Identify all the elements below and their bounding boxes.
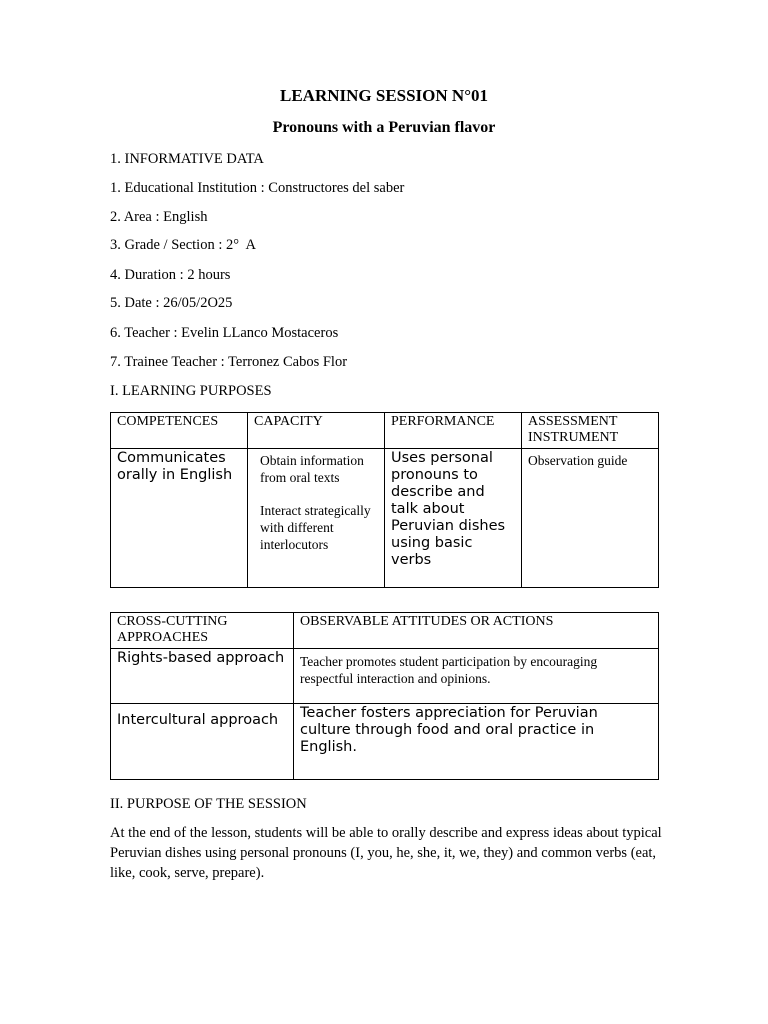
info-area: 2. Area : English xyxy=(110,209,208,225)
table-row xyxy=(111,449,659,588)
capacity-cell xyxy=(248,449,385,588)
table-row xyxy=(111,649,659,704)
header-cross-cutting: CROSS-CUTTING APPROACHES xyxy=(111,613,294,649)
performance-cell: Uses personal pronouns to describe and talk about Peruvian dishes using basic verbs xyxy=(385,449,522,588)
capacity-item: Interact strategically with different interlocutors xyxy=(260,503,371,552)
learning-purposes-table xyxy=(110,412,659,588)
instrument-cell: Observation guide xyxy=(522,449,659,588)
session-subtitle: Pronouns with a Peruvian flavor xyxy=(272,119,496,136)
capacity-item: Obtain information from oral texts xyxy=(260,453,364,485)
learning-purposes-heading: I. LEARNING PURPOSES xyxy=(110,383,272,399)
header-observable-actions: OBSERVABLE ATTITUDES OR ACTIONS xyxy=(294,613,659,649)
table-row xyxy=(111,704,659,780)
table-header-row xyxy=(111,413,659,449)
action-cell: Teacher fosters appreciation for Peruvian culture through food and oral practice in English. xyxy=(294,704,659,780)
action-cell: Teacher promotes student participation by encouraging respectful interaction and opinions. xyxy=(294,649,659,704)
approach-cell: Rights-based approach xyxy=(111,649,294,704)
header-performance: PERFORMANCE xyxy=(385,413,522,449)
session-title: LEARNING SESSION N°01 xyxy=(279,86,489,105)
info-date: 5. Date : 26/05/2O25 xyxy=(110,295,233,311)
info-grade-section: 3. Grade / Section : 2° A xyxy=(110,237,256,253)
approach-cell: Intercultural approach xyxy=(111,704,294,780)
cross-cutting-table xyxy=(110,612,659,780)
informative-data-heading: 1. INFORMATIVE DATA xyxy=(110,151,264,167)
info-institution: 1. Educational Institution : Constructores del saber xyxy=(110,180,405,196)
table-header-row xyxy=(111,613,659,649)
purpose-heading: II. PURPOSE OF THE SESSION xyxy=(110,796,307,812)
header-assessment-instrument: ASSESSMENT INSTRUMENT xyxy=(522,413,659,449)
purpose-paragraph: At the end of the lesson, students will be able to orally describe and express ideas about typical Peruvian dishes using personal pronouns (I, you, he, she, it, we, they) and common verbs (eat, like, cook, serve, prepare). xyxy=(110,825,662,881)
info-duration: 4. Duration : 2 hours xyxy=(110,267,231,283)
header-competences: COMPETENCES xyxy=(111,413,248,449)
info-trainee-teacher: 7. Trainee Teacher : Terronez Cabos Flor xyxy=(110,354,348,370)
header-capacity: CAPACITY xyxy=(248,413,385,449)
info-teacher: 6. Teacher : Evelin LLanco Mostaceros xyxy=(110,325,339,341)
competence-cell: Communicates orally in English xyxy=(111,449,248,588)
